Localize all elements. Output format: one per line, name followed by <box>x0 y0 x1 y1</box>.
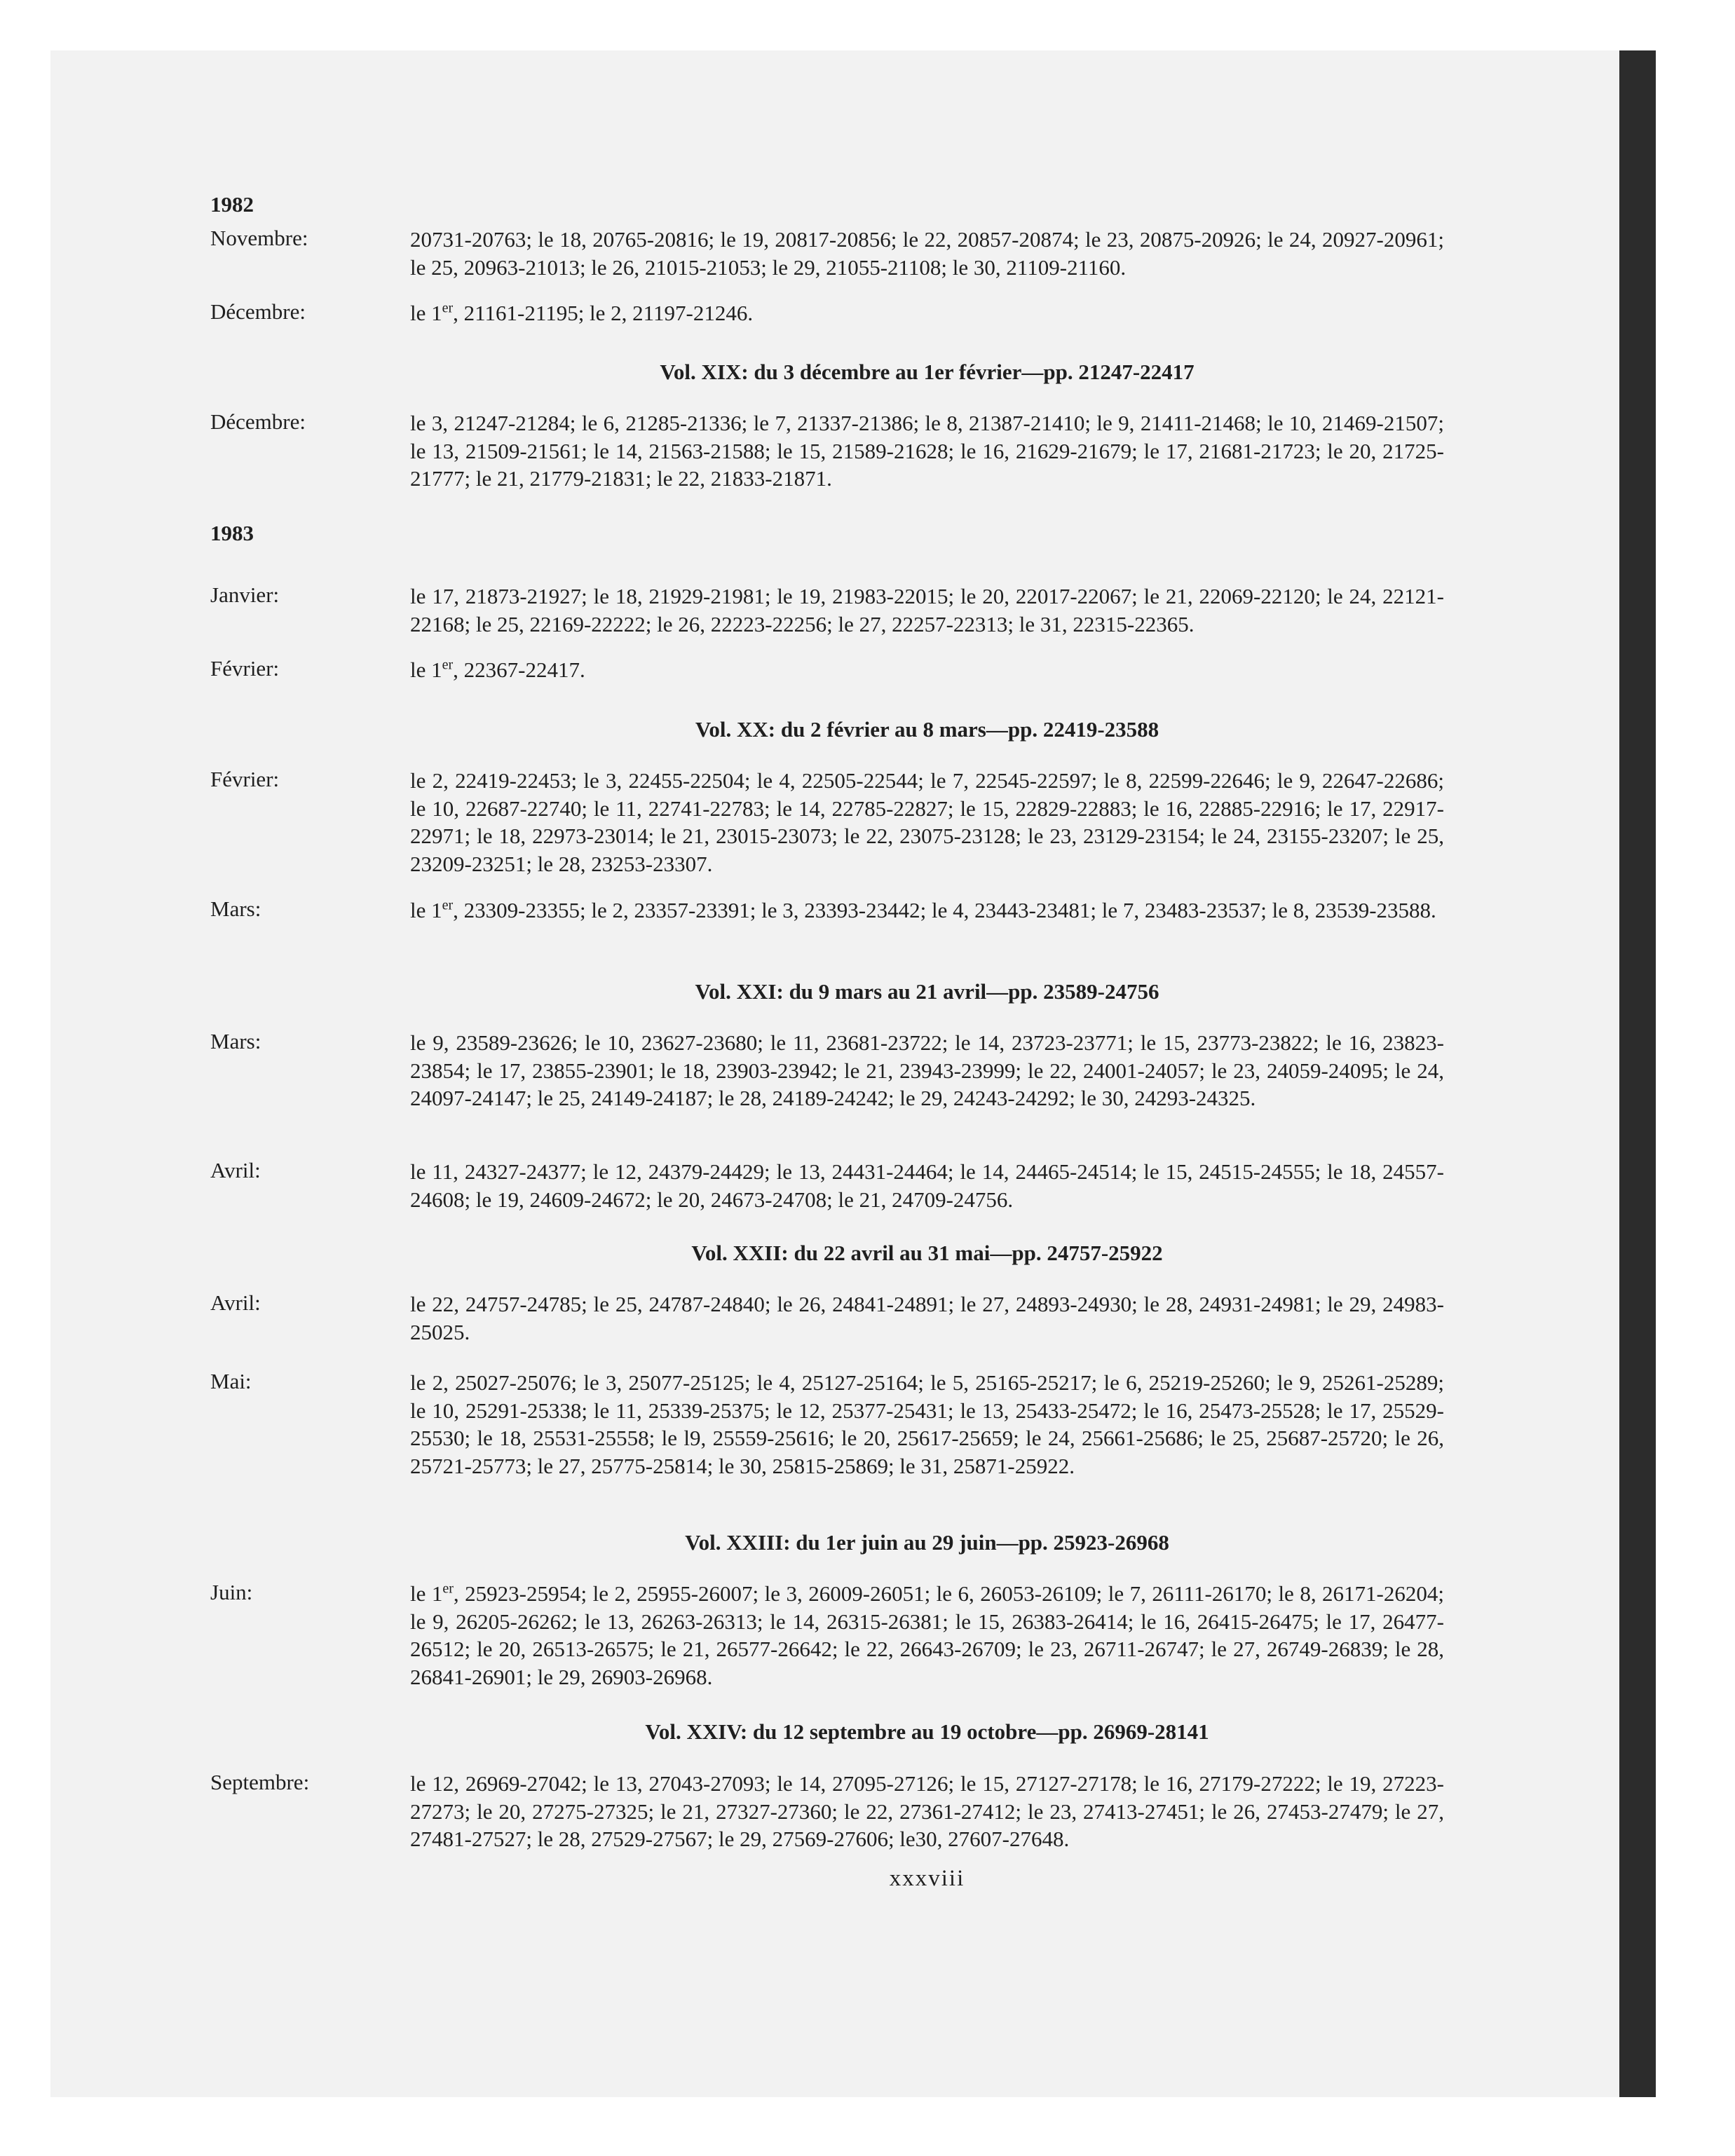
entry-text: le 11, 24327-24377; le 12, 24379-24429; le 13, 24431-24464; le 14, 24465-24514; le 15, 24515-24555; le 18, 24557-24608; le 19, 24609-24672; le 20, 24673-24708; le 21, 24709-24756. <box>410 1159 1444 1212</box>
entry-text: le 2, 22419-22453; le 3, 22455-22504; le 4, 22505-22544; le 7, 22545-22597; le 8, 22599-22646; le 9, 22647-22686; le 10, 22687-22740; le 11, 22741-22783; le 14, 22785-22827; le 15, 22829-22883; le 16, 22885-22916; le 17, 22917-22971; le 18, 22973-23014; le 21, 23015-23073; le 22, 23075-23128; le 23, 23129-23154; le 24, 23155-23207; le 25, 23209-23251; le 28, 23253-23307. <box>410 768 1444 876</box>
year-heading-1982: 1982 <box>210 192 254 217</box>
month-label: Septembre: <box>210 1770 310 1794</box>
volume-heading: Vol. XIX: du 3 décembre au 1er février—pp. 21247-22417 <box>660 360 1195 384</box>
entry-text: le 1er, 22367-22417. <box>410 657 585 682</box>
month-label: Février: <box>210 767 280 791</box>
month-label: Janvier: <box>210 582 280 607</box>
month-label: Mars: <box>210 896 261 921</box>
month-label: Février: <box>210 656 280 681</box>
entry-text: le 1er, 25923-25954; le 2, 25955-26007; le 3, 26009-26051; le 6, 26053-26109; le 7, 26111-26170; le 8, 26171-26204; le 9, 26205-26262; le 13, 26263-26313; le 14, 26315-26381; le 15, 26383-26414; le 16, 26415-26475; le 17, 26477-26512; le 20, 26513-26575; le 21, 26577-26642; le 22, 26643-26709; le 23, 26711-26747; le 27, 26749-26839; le 28, 26841-26901; le 29, 26903-26968. <box>410 1581 1444 1689</box>
month-label: Mai: <box>210 1369 252 1393</box>
volume-heading: Vol. XX: du 2 février au 8 mars—pp. 22419-23588 <box>695 717 1159 742</box>
volume-heading: Vol. XXII: du 22 avril au 31 mai—pp. 24757-25922 <box>691 1241 1163 1265</box>
year-heading-1983: 1983 <box>210 521 254 545</box>
volume-heading: Vol. XXIII: du 1er juin au 29 juin—pp. 25923-26968 <box>685 1530 1169 1555</box>
entry-text: le 12, 26969-27042; le 13, 27043-27093; le 14, 27095-27126; le 15, 27127-27178; le 16, 27179-27222; le 19, 27223-27273; le 20, 27275-27325; le 21, 27327-27360; le 22, 27361-27412; le 23, 27413-27451; le 26, 27453-27479; le 27, 27481-27527; le 28, 27529-27567; le 29, 27569-27606; le30, 27607-27648. <box>410 1771 1444 1851</box>
entry-text: le 9, 23589-23626; le 10, 23627-23680; le 11, 23681-23722; le 14, 23723-23771; le 15, 23773-23822; le 16, 23823-23854; le 17, 23855-23901; le 18, 23903-23942; le 21, 23943-23999; le 22, 24001-24057; le 23, 24059-24095; le 24, 24097-24147; le 25, 24149-24187; le 28, 24189-24242; le 29, 24243-24292; le 30, 24293-24325. <box>410 1030 1444 1110</box>
month-label: Novembre: <box>210 226 308 250</box>
entry-text: le 17, 21873-21927; le 18, 21929-21981; le 19, 21983-22015; le 20, 22017-22067; le 21, 22069-22120; le 24, 22121-22168; le 25, 22169-22222; le 26, 22223-22256; le 27, 22257-22313; le 31, 22315-22365. <box>410 584 1444 636</box>
month-label: Mars: <box>210 1029 261 1053</box>
entry-text: le 3, 21247-21284; le 6, 21285-21336; le 7, 21337-21386; le 8, 21387-21410; le 9, 21411-21468; le 10, 21469-21507; le 13, 21509-21561; le 14, 21563-21588; le 15, 21589-21628; le 16, 21629-21679; le 17, 21681-21723; le 20, 21725-21777; le 21, 21779-21831; le 22, 21833-21871. <box>410 411 1444 491</box>
entry-text: 20731-20763; le 18, 20765-20816; le 19, 20817-20856; le 22, 20857-20874; le 23, 20875-20926; le 24, 20927-20961; le 25, 20963-21013; le 26, 21015-21053; le 29, 21055-21108; le 30, 21109-21160. <box>410 227 1444 280</box>
volume-heading: Vol. XXIV: du 12 septembre au 19 octobre—pp. 26969-28141 <box>645 1719 1209 1744</box>
entry-text: le 2, 25027-25076; le 3, 25077-25125; le 4, 25127-25164; le 5, 25165-25217; le 6, 25219-25260; le 9, 25261-25289; le 10, 25291-25338; le 11, 25339-25375; le 12, 25377-25431; le 13, 25433-25472; le 16, 25473-25528; le 17, 25529-25530; le 18, 25531-25558; le l9, 25559-25616; le 20, 25617-25659; le 24, 25661-25686; le 25, 25687-25720; le 26, 25721-25773; le 27, 25775-25814; le 30, 25815-25869; le 31, 25871-25922. <box>410 1370 1444 1478</box>
month-label: Avril: <box>210 1158 261 1182</box>
month-label: Décembre: <box>210 409 306 434</box>
month-label: Juin: <box>210 1580 253 1604</box>
entry-text: le 22, 24757-24785; le 25, 24787-24840; le 26, 24841-24891; le 27, 24893-24930; le 28, 24931-24981; le 29, 24983-25025. <box>410 1292 1444 1344</box>
volume-heading: Vol. XXI: du 9 mars au 21 avril—pp. 23589-24756 <box>695 979 1159 1004</box>
month-label: Décembre: <box>210 299 306 324</box>
entry-text: le 1er, 21161-21195; le 2, 21197-21246. <box>410 300 754 325</box>
month-label: Avril: <box>210 1290 261 1315</box>
page-number: xxxviii <box>889 1866 965 1891</box>
entry-text: le 1er, 23309-23355; le 2, 23357-23391; le 3, 23393-23442; le 4, 23443-23481; le 7, 23483-23537; le 8, 23539-23588. <box>410 897 1436 922</box>
